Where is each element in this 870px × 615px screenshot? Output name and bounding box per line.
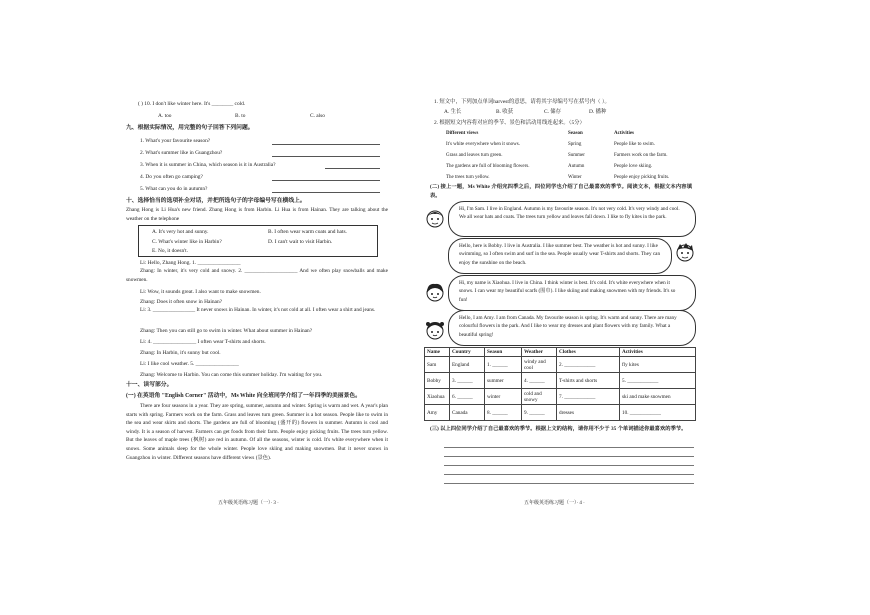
girl-avatar-icon	[424, 319, 446, 341]
sec11-sub3: (三) 以上四位同学介绍了自己最喜欢的季节。根据上文的结构，请你用不少于 35 个单词描述你最喜欢的季节。	[430, 426, 687, 432]
answer-cell[interactable]: 1. ______	[485, 357, 522, 373]
matching-table	[444, 128, 671, 183]
boy-avatar-icon	[674, 241, 696, 263]
season-item: Autumn	[568, 164, 585, 169]
view-item: The trees turn yellow.	[446, 175, 490, 180]
answer-cell[interactable]: 10. ____________	[620, 405, 696, 421]
answer-line[interactable]	[272, 192, 380, 193]
answer-line[interactable]	[272, 180, 380, 181]
answer-cell[interactable]: 4. ______	[522, 373, 557, 389]
writing-line[interactable]	[444, 447, 694, 448]
right-page	[424, 95, 699, 515]
option-e: E. No, it doesn't.	[152, 248, 189, 254]
dialog-line-7: Li: 4. ________________ I often wear T-shirts and shorts.	[140, 339, 266, 345]
activity-item: Farmers work on the farm.	[614, 153, 668, 158]
answer-line[interactable]	[272, 156, 380, 157]
activities-header: Activities	[614, 131, 634, 136]
column-header: Weather	[522, 348, 557, 357]
column-header: Season	[485, 348, 522, 357]
table-cell: windy and cool	[522, 357, 557, 373]
table-cell: winter	[485, 389, 522, 405]
dialog-line-6: Zhang: Then you can still go to swim in winter. What about summer in Hainan?	[140, 328, 313, 334]
view-item: It's white everywhere when it snows.	[446, 142, 520, 147]
writing-line[interactable]	[444, 456, 694, 457]
section-10-title: 十、选择恰当的选项补全对话，并把所选句子的字母编号写在横线上。	[126, 198, 306, 204]
table-cell: fly kites	[620, 357, 696, 373]
sec9-question-5: 5. What can you do in autumn?	[140, 186, 208, 192]
sec9-question-2: 2. What's summer like in Guangzhou?	[140, 150, 223, 156]
table-cell: Xiaohua	[425, 389, 450, 405]
section-9-title: 九、根据实际情况，用完整的句子回答下列问题。	[126, 125, 254, 131]
dialog-line-9: Li: I like cool weather. 5. ________________	[140, 361, 239, 367]
table-row	[425, 373, 696, 389]
season-item: Spring	[568, 142, 582, 147]
table-cell: Amy	[425, 405, 450, 421]
table-cell: England	[450, 357, 485, 373]
column-header: Country	[450, 348, 485, 357]
option-c: C. What's winter like in Harbin?	[152, 239, 222, 245]
dialog-line-10: Zhang: Welcome to Harbin. You can come this summer holiday. I'm waiting for you.	[140, 372, 323, 378]
dialog-line-8: Zhang: In Harbin, it's sunny but cool.	[140, 350, 221, 356]
sec9-question-3: 3. When it is summer in China, which season is it in Australia?	[140, 162, 276, 168]
season-item: Winter	[568, 175, 582, 180]
answer-cell[interactable]: 5. ____________	[620, 373, 696, 389]
answer-cell[interactable]: 3. ______	[450, 373, 485, 389]
dialog-line-3: Li: Wow, it sounds great. I also want to make snowmen.	[140, 289, 261, 295]
activity-item: People like to swim.	[614, 142, 655, 147]
table-row	[425, 357, 696, 373]
table-header-row	[425, 348, 696, 357]
q1-option-c: C. 储存	[544, 109, 562, 115]
option-b: B. I often wear warm coats and hats.	[268, 229, 347, 235]
q1-text: 1. 短文中，下列加点单词harvest的意思，请将其字母编号写在括号内（ ）。	[434, 99, 610, 105]
activity-item: People love skiing.	[614, 164, 653, 169]
info-table	[424, 347, 696, 421]
table-cell: ski and make snowmen	[620, 389, 696, 405]
writing-line[interactable]	[444, 483, 694, 484]
option-d: D. I can't wait to visit Harbin.	[268, 239, 333, 245]
sec11-sub1: (一) 在英语角 "English Corner" 活动中，Ms White 向全班同学介绍了一年四季的美丽景色。	[126, 393, 361, 399]
q10-option-a: A. too	[158, 113, 172, 119]
page-footer-left: 五年级英语练习题（一）· 3 ·	[218, 501, 279, 506]
table-cell: cold and snowy	[522, 389, 557, 405]
writing-line[interactable]	[444, 465, 694, 466]
boy-avatar-icon	[424, 207, 446, 229]
answer-cell[interactable]: 8. ______	[485, 405, 522, 421]
q10-option-b: B. to	[235, 113, 246, 119]
writing-line[interactable]	[444, 474, 694, 475]
girl-avatar-icon	[424, 281, 446, 303]
answer-cell[interactable]: 6. ______	[450, 389, 485, 405]
table-cell: Canada	[450, 405, 485, 421]
answer-cell[interactable]: 7. ____________	[557, 389, 620, 405]
answer-cell[interactable]: 2. ____________	[557, 357, 620, 373]
left-page	[120, 95, 390, 515]
table-cell: dresses	[557, 405, 620, 421]
xiaohua-speech-bubble: Hi, my name is Xiaohua. I live in China. I think winter is best. It's cold. It's white everywhere when it snows. I can wear my beautiful scarfs (围巾). I like skiing and making snowmen with my friends. It's so fun!	[448, 275, 696, 311]
amy-speech-bubble: Hello, I am Amy. I am from Canada. My favourite season is spring. It's warm and sunny. There are many colourful flowers in the park. And I like to wear my dresses and plant flowers with my family. What a beautiful spring!	[448, 310, 696, 346]
sec10-intro: Zhang Hong is Li Hua's new friend. Zhang Hong is from Harbin. Li Hua is from Hainan. They are talking about the weather on the telephone	[126, 207, 388, 222]
table-cell: Bobby	[425, 373, 450, 389]
column-header: Clothes	[557, 348, 620, 357]
option-a: A. It's very hot and sunny.	[152, 229, 209, 235]
answer-cell[interactable]: 9. ______	[522, 405, 557, 421]
dialog-line-2: Zhang: In winter, it's very cold and snowy. 2. ____________________ And we often play snowballs and make snowmen.	[126, 268, 388, 283]
section-11-title: 十一、读写部分。	[126, 382, 173, 388]
table-cell: T-shirts and shorts	[557, 373, 620, 389]
q2-text: 2. 根据短文内容将对应的季节、景色和活动用线连起来。（5分）	[434, 120, 585, 126]
page-footer-right: 五年级英语练习题（一）· 4 ·	[524, 501, 585, 506]
q1-option-b: B. 收获	[496, 109, 514, 115]
sec11-sub2: (二) 接上一题，Ms White 介绍完四季之后，四位同学也介绍了自己最喜欢的季节。阅读文本，根据文本内容填表。	[430, 184, 692, 199]
view-item: Grass and leaves turn green.	[446, 153, 503, 158]
q10-option-c: C. also	[310, 113, 325, 119]
table-cell: summer	[485, 373, 522, 389]
q1-option-d: D. 播种	[589, 109, 607, 115]
dialog-line-1: Li: Hello, Zhang Hong. 1. ________________	[140, 260, 241, 266]
sec9-question-4: 4. Do you often go camping?	[140, 174, 203, 180]
column-header: Activities	[620, 348, 696, 357]
q1-option-a: A. 生长	[444, 109, 462, 115]
activity-item: People enjoy picking fruits.	[614, 175, 670, 180]
answer-line[interactable]	[272, 144, 380, 145]
views-header: Different views	[446, 131, 479, 136]
table-row	[425, 405, 696, 421]
answer-line[interactable]	[325, 168, 380, 169]
table-cell: Sam	[425, 357, 450, 373]
reading-passage: There are four seasons in a year. They are spring, summer, autumn and winter. Spring is warm and wet. A year's plan starts with spring. Farmers work on the farm. Grass and leaves turn green. Summer is a hot season. People like to swim in the sea and wear skirts and shorts. The gardens are full of blooming (盛开的) flowers in summer. Autumn is cool and windy. It is a season of harvest. Farmers can get foods from their farm. People enjoy picking fruits. The trees turn yellow. But the leaves of maple trees (枫树) are red in autumn. Of all the seasons, winter is cold. It's white everywhere when it snows. Some animals sleep for the whole winter. People love skiing and making snowmen. But it never snows in Guangzhou in winter. Different seasons have different views (景色).	[126, 403, 388, 461]
q10-text: ( ) 10. I don't like winter here. It's ________ cold.	[138, 101, 246, 107]
column-header: Name	[425, 348, 450, 357]
season-item: Summer	[568, 153, 585, 158]
view-item: The gardens are full of blooming flowers.	[446, 164, 530, 169]
sam-speech-bubble: Hi, I'm Sam. I live in England. Autumn is my favourite season. It's not very cold. It's very windy and cool. We all wear hats and coats. The trees turn yellow and leaves fall down. I like to fly kites in the park.	[448, 201, 696, 237]
dialog-line-5: Li: 3. ________________ It never snows in Hainan. In winter, it's not cold at all. I often wear a shirt and jeans.	[140, 307, 376, 313]
table-row	[425, 389, 696, 405]
dialog-line-4: Zhang: Does it often snow in Hainan?	[140, 299, 223, 305]
sec9-question-1: 1. What's your favourite season?	[140, 138, 211, 144]
bobby-speech-bubble: Hello, here is Bobby. I live in Australia. I like summer best. The weather is hot and sunny. I like swimming, so I often swim and surf in the sea. People usually wear T-shirts and shorts. They can enjoy the sunshine on the beach.	[448, 238, 672, 274]
season-header: Season	[568, 131, 583, 136]
